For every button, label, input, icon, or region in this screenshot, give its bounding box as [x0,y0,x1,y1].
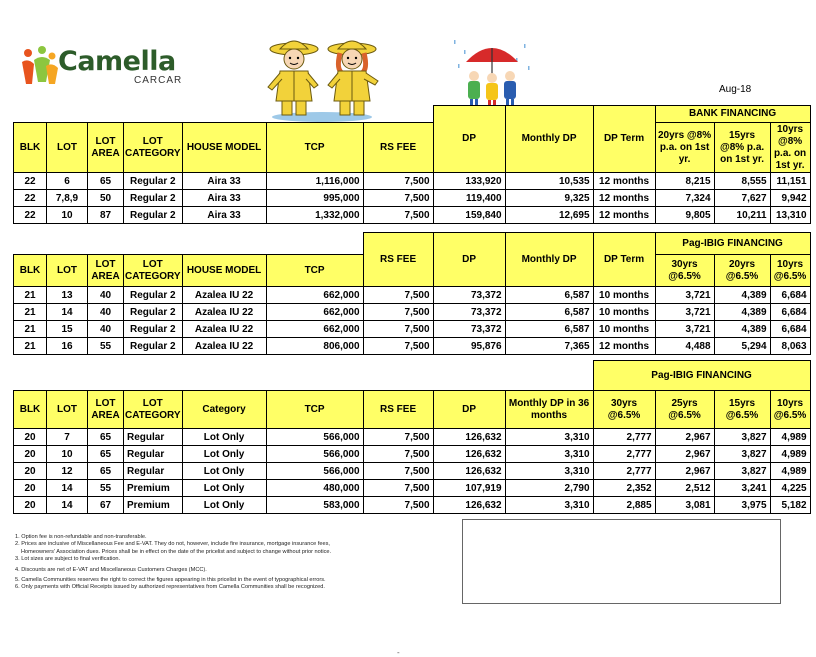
cell-15yrs: 3,241 [714,480,770,497]
cell-lot-category: Regular [124,446,183,463]
header-rs-fee: RS FEE [363,391,433,429]
cell-10yrs: 8,063 [770,338,810,355]
cell-rs-fee: 7,500 [363,429,433,446]
cell-tcp: 583,000 [266,497,363,514]
cell-tcp: 806,000 [266,338,363,355]
brand-name: Camella [58,46,176,77]
cell-30yrs: 2,777 [593,446,655,463]
cell-dp-term: 12 months [593,338,655,355]
pagibig-house-table [13,232,811,355]
cell-10yrs: 13,310 [770,207,810,224]
header-10yrs: 10yrs @8% p.a. on 1st yr. [770,123,810,173]
cell-20yrs: 5,294 [714,338,770,355]
price-date: Aug-18 [719,84,752,95]
bank-financing-table [13,105,811,224]
table-row [14,446,811,463]
cell-dp: 133,920 [433,173,505,190]
table-row [14,304,811,321]
cell-20yrs: 4,389 [714,287,770,304]
cell-lot: 14 [47,497,88,514]
header-dp: DP [433,106,505,173]
header-rs-fee: RS FEE [363,233,433,287]
cell-dp: 107,919 [433,480,505,497]
cell-monthly-dp: 2,790 [505,480,593,497]
cell-rs-fee: 7,500 [363,304,433,321]
header-lot-area: LOT AREA [88,255,124,287]
cell-monthly-dp: 3,310 [505,463,593,480]
cell-lot-area: 87 [88,207,124,224]
cell-dp: 126,632 [433,446,505,463]
cell-dp: 126,632 [433,497,505,514]
cell-house-model: Aira 33 [182,190,266,207]
header-dp-term: DP Term [593,233,655,287]
cell-lot: 13 [47,287,88,304]
cell-30yrs: 2,885 [593,497,655,514]
camella-logo-icon [20,44,60,86]
cell-lot-category: Regular 2 [124,190,183,207]
cell-30yrs: 2,352 [593,480,655,497]
cell-30yrs: 2,777 [593,429,655,446]
cell-monthly-dp: 6,587 [505,304,593,321]
cell-20yrs: 8,215 [655,173,714,190]
cell-15yrs: 10,211 [714,207,770,224]
cell-blk: 22 [14,190,47,207]
cell-dp-term: 10 months [593,321,655,338]
header-tcp: TCP [266,255,363,287]
cell-dp: 126,632 [433,429,505,446]
cell-lot-category: Regular 2 [124,287,183,304]
cell-30yrs: 4,488 [655,338,714,355]
cell-rs-fee: 7,500 [363,497,433,514]
header-lot: LOT [47,391,88,429]
header-30yrs: 30yrs @6.5% [593,391,655,429]
cell-monthly-dp: 12,695 [505,207,593,224]
header-20yrs: 20yrs @8% p.a. on 1st yr. [655,123,714,173]
cell-rs-fee: 7,500 [363,190,433,207]
cell-dp-term: 10 months [593,287,655,304]
cell-lot-area: 55 [88,338,124,355]
cell-25yrs: 2,967 [655,463,714,480]
cell-15yrs: 7,627 [714,190,770,207]
cell-monthly-dp: 3,310 [505,446,593,463]
cell-monthly-dp: 6,587 [505,287,593,304]
cell-lot: 15 [47,321,88,338]
cell-house-model: Aira 33 [182,207,266,224]
cell-25yrs: 3,081 [655,497,714,514]
cell-monthly-dp: 3,310 [505,497,593,514]
blank-remarks-box [462,519,781,604]
header-house-model: HOUSE MODEL [182,123,266,173]
header-lot: LOT [47,255,88,287]
header-lot-category: LOT CATEGORY [124,255,183,287]
table-row [14,480,811,497]
cell-blk: 20 [14,480,47,497]
cell-dp: 119,400 [433,190,505,207]
table-row [14,497,811,514]
header-10yrs: 10yrs @6.5% [770,255,810,287]
header-dp-term: DP Term [593,106,655,173]
note-item: Homeowners' Association dues. Prices shall be in effect on the date of the pricelist and subject to change without prior notice. [21,548,332,555]
cell-lot-area: 67 [88,497,124,514]
cell-dp: 95,876 [433,338,505,355]
brand-location: CARCAR [134,75,183,86]
cell-lot-category: Regular [124,429,183,446]
cell-10yrs: 6,684 [770,321,810,338]
cell-tcp: 480,000 [266,480,363,497]
cell-tcp: 662,000 [266,304,363,321]
cell-dp: 126,632 [433,463,505,480]
table-row [14,321,811,338]
header-tcp: TCP [266,123,363,173]
cell-rs-fee: 7,500 [363,338,433,355]
cell-10yrs: 5,182 [770,497,810,514]
cell-lot-category: Regular 2 [124,338,183,355]
cell-blk: 22 [14,173,47,190]
cell-20yrs: 4,389 [714,304,770,321]
cell-tcp: 1,116,000 [266,173,363,190]
header-lot-category: LOT CATEGORY [124,123,183,173]
cell-lot-area: 40 [88,287,124,304]
header-lot-area: LOT AREA [88,391,124,429]
cell-lot-category: Regular [124,463,183,480]
cell-10yrs: 9,942 [770,190,810,207]
cell-dp: 73,372 [433,287,505,304]
note-item: 3. Lot sizes are subject to final verification. [15,556,121,563]
cell-rs-fee: 7,500 [363,321,433,338]
cell-blk: 21 [14,321,47,338]
header-lot-category: LOT CATEGORY [124,391,183,429]
note-item: 6. Only payments with Official Receipts issued by authorized representatives from Camella Communities shall be recognized. [15,584,325,591]
table-row [14,338,811,355]
cell-blk: 20 [14,463,47,480]
cell-rs-fee: 7,500 [363,463,433,480]
header-lot-area: LOT AREA [88,123,124,173]
cell-lot-area: 40 [88,321,124,338]
cell-lot-area: 55 [88,480,124,497]
cell-lot-category: Regular 2 [124,207,183,224]
header-tcp: TCP [266,391,363,429]
cell-dp-term: 12 months [593,190,655,207]
note-item: 2. Prices are inclusive of Miscellaneous Fee and E-VAT. They do not, however, include fire insurance, mortgage insurance fees, [15,541,330,548]
cell-lot-area: 50 [88,190,124,207]
cell-15yrs: 3,975 [714,497,770,514]
header-25yrs: 25yrs @6.5% [655,391,714,429]
cell-15yrs: 3,827 [714,429,770,446]
cell-lot: 7 [47,429,88,446]
header-monthly-dp: Monthly DP [505,106,593,173]
cell-15yrs: 3,827 [714,463,770,480]
cell-dp: 73,372 [433,321,505,338]
cell-30yrs: 2,777 [593,463,655,480]
cell-30yrs: 3,721 [655,287,714,304]
header-monthly-dp: Monthly DP [505,233,593,287]
header-15yrs: 15yrs @6.5% [714,391,770,429]
cell-dp: 73,372 [433,304,505,321]
cell-tcp: 662,000 [266,321,363,338]
header-dp: DP [433,391,505,429]
note-item: 4. Discounts are net of E-VAT and Miscellaneous Customers Charges (MCC). [15,566,207,573]
cell-lot-category: Premium [124,480,183,497]
table-row [14,173,811,190]
cell-dp-term: 10 months [593,304,655,321]
cell-dp-term: 12 months [593,207,655,224]
cell-25yrs: 2,967 [655,446,714,463]
cell-25yrs: 2,967 [655,429,714,446]
group-title-pagibig-financing: Pag-IBIG FINANCING [655,233,810,255]
header-blk: BLK [14,391,47,429]
cell-rs-fee: 7,500 [363,173,433,190]
cell-30yrs: 3,721 [655,321,714,338]
cell-dp: 159,840 [433,207,505,224]
table-row [14,429,811,446]
cell-blk: 20 [14,497,47,514]
header-blk: BLK [14,123,47,173]
cell-dp-term: 12 months [593,173,655,190]
header-15yrs: 15yrs @8% p.a. on 1st yr. [714,123,770,173]
page-marker: - [397,648,400,657]
header-20yrs: 20yrs @6.5% [714,255,770,287]
cell-lot: 6 [47,173,88,190]
cell-tcp: 995,000 [266,190,363,207]
cell-lot-area: 65 [88,173,124,190]
cell-20yrs: 9,805 [655,207,714,224]
header-blk: BLK [14,255,47,287]
cell-20yrs: 4,389 [714,321,770,338]
cell-blk: 21 [14,304,47,321]
header-rs-fee: RS FEE [363,123,433,173]
cell-blk: 21 [14,338,47,355]
cell-lot: 10 [47,207,88,224]
cell-house-model: Azalea IU 22 [182,338,266,355]
cell-15yrs: 3,827 [714,446,770,463]
cell-category: Lot Only [182,429,266,446]
cell-monthly-dp: 6,587 [505,321,593,338]
cell-10yrs: 4,989 [770,429,810,446]
cell-blk: 20 [14,446,47,463]
cell-lot: 14 [47,480,88,497]
group-title-pagibig-financing: Pag-IBIG FINANCING [593,361,810,391]
cell-rs-fee: 7,500 [363,446,433,463]
cell-rs-fee: 7,500 [363,480,433,497]
cell-monthly-dp: 7,365 [505,338,593,355]
cell-house-model: Azalea IU 22 [182,287,266,304]
cell-house-model: Aira 33 [182,173,266,190]
cell-25yrs: 2,512 [655,480,714,497]
cell-30yrs: 3,721 [655,304,714,321]
cell-10yrs: 6,684 [770,287,810,304]
header-monthly-dp: Monthly DP in 36 months [505,391,593,429]
cell-lot-area: 65 [88,429,124,446]
cell-category: Lot Only [182,463,266,480]
cell-lot-area: 65 [88,446,124,463]
cell-10yrs: 6,684 [770,304,810,321]
cell-15yrs: 8,555 [714,173,770,190]
cell-10yrs: 4,989 [770,446,810,463]
pagibig-lot-table [13,360,811,514]
disclaimer-notes [15,534,331,592]
cell-10yrs: 4,225 [770,480,810,497]
cell-tcp: 566,000 [266,446,363,463]
table-row [14,287,811,304]
cell-lot-area: 65 [88,463,124,480]
cell-blk: 22 [14,207,47,224]
cell-lot-area: 40 [88,304,124,321]
note-item: 1. Option fee is non-refundable and non-transferable. [15,534,147,540]
note-item: 5. Camella Communities reserves the right to correct the figures appearing in this pricelist in the event of typographical errors. [15,577,326,584]
cell-blk: 21 [14,287,47,304]
cell-lot-category: Regular 2 [124,304,183,321]
table-row [14,207,811,224]
cell-rs-fee: 7,500 [363,287,433,304]
cell-monthly-dp: 10,535 [505,173,593,190]
cell-lot: 16 [47,338,88,355]
header-lot: LOT [47,123,88,173]
cell-20yrs: 7,324 [655,190,714,207]
cell-tcp: 566,000 [266,463,363,480]
table-row [14,190,811,207]
cell-lot-category: Regular 2 [124,173,183,190]
cell-monthly-dp: 3,310 [505,429,593,446]
camella-logo [20,44,183,88]
cell-lot: 12 [47,463,88,480]
header-dp: DP [433,233,505,287]
cell-house-model: Azalea IU 22 [182,321,266,338]
cell-house-model: Azalea IU 22 [182,304,266,321]
cell-monthly-dp: 9,325 [505,190,593,207]
cell-blk: 20 [14,429,47,446]
cell-tcp: 1,332,000 [266,207,363,224]
cell-lot: 7,8,9 [47,190,88,207]
cell-10yrs: 4,989 [770,463,810,480]
cell-lot: 14 [47,304,88,321]
cell-tcp: 566,000 [266,429,363,446]
group-title-bank-financing: BANK FINANCING [655,106,810,123]
header-30yrs: 30yrs @6.5% [655,255,714,287]
header-10yrs: 10yrs @6.5% [770,391,810,429]
cell-rs-fee: 7,500 [363,207,433,224]
cell-category: Lot Only [182,480,266,497]
cell-lot-category: Premium [124,497,183,514]
cell-lot: 10 [47,446,88,463]
table-row [14,463,811,480]
cell-lot-category: Regular 2 [124,321,183,338]
cell-tcp: 662,000 [266,287,363,304]
cell-10yrs: 11,151 [770,173,810,190]
header-house-model: HOUSE MODEL [182,255,266,287]
header-category: Category [182,391,266,429]
cell-category: Lot Only [182,497,266,514]
umbrella-kids-illustration [450,36,534,108]
cell-category: Lot Only [182,446,266,463]
